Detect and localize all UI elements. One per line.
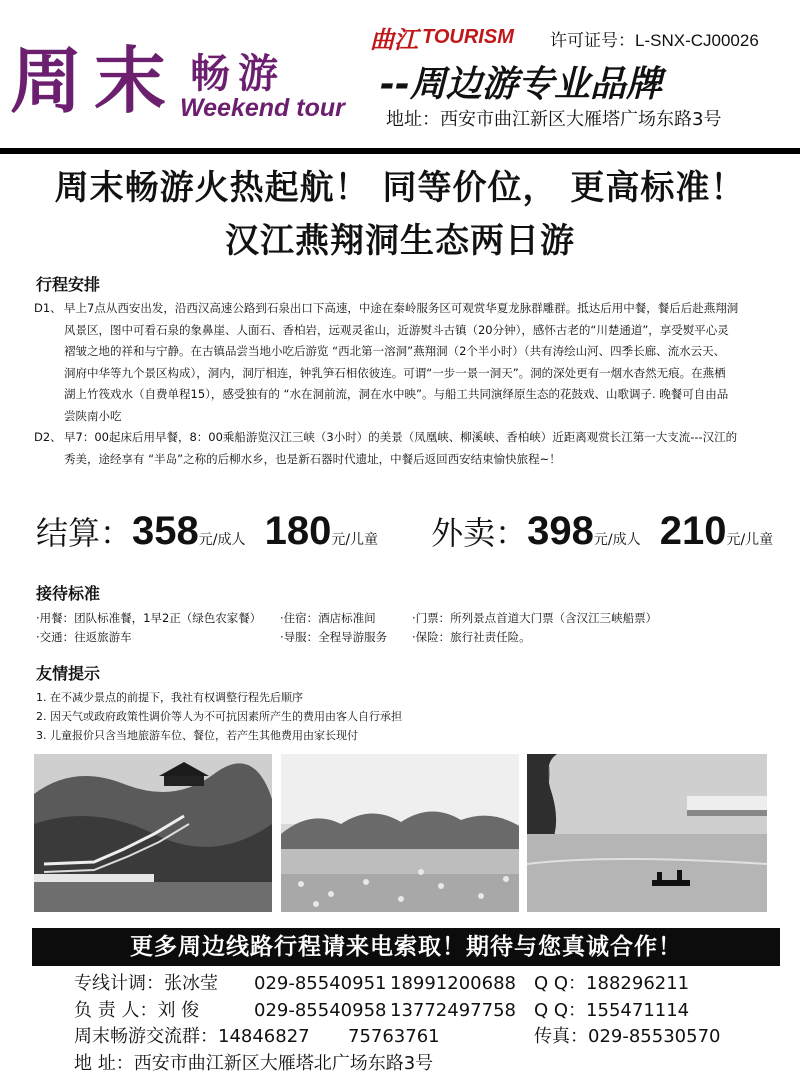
reception-standards	[36, 609, 786, 647]
itinerary-heading: 行程安排	[36, 275, 101, 294]
contact-qq: Q Q：188296211	[534, 973, 690, 994]
contact-row	[74, 1024, 794, 1051]
settle-adult-unit: 元/成人	[198, 532, 246, 548]
contact-block	[74, 971, 794, 1077]
tour-title: 汉江燕翔洞生态两日游	[225, 221, 575, 261]
pavilion-stairs-photo	[34, 754, 272, 912]
itinerary-line: 风景区，图中可看石泉的象鼻崖、人面石、香柏岩，远观灵雀山，近游熨斗古镇（20分钟），感怀古老的“川楚通道”，享受熨平心灵	[64, 322, 729, 337]
settle-child-unit: 元/儿童	[331, 532, 379, 548]
settle-child-price: 180	[264, 509, 332, 553]
qujiang-logo: 曲江	[370, 25, 418, 54]
license-number: 许可证号：L-SNX-CJ00026	[550, 31, 759, 50]
reception-item-transport: ·交通：往返旅游车	[36, 630, 132, 644]
reception-item-tickets: ·门票：所列景点首道大门票（含汉江三峡船票）	[412, 611, 658, 625]
tips-heading: 友情提示	[36, 664, 101, 683]
settle-label: 结算：	[36, 514, 133, 552]
contact-label: 负 责 人：刘 俊	[74, 999, 200, 1021]
retail-adult-price: 398	[527, 509, 594, 553]
contact-banner: 更多周边线路行程请来电索取！期待与您真诚合作！	[32, 928, 780, 966]
contact-label: 专线计调：张冰莹	[74, 973, 218, 994]
logo-english: Weekend tour	[180, 94, 345, 122]
itinerary-line: 早上7点从西安出发，沿西汉高速公路到石泉出口下高速，中途在秦岭服务区可观赏华夏龙脉群雕群。抵达后用中餐，餐后后赴燕翔洞	[64, 301, 739, 315]
itinerary-day-1	[34, 298, 778, 427]
weekend-tour-logo	[10, 26, 360, 136]
itinerary-day-2	[34, 427, 778, 470]
tips-list	[36, 688, 776, 745]
contact-row	[74, 1051, 794, 1078]
header-address: 地址：西安市曲江新区大雁塔广场东路3号	[386, 109, 722, 130]
tourism-logo: TOURISM	[422, 26, 514, 48]
itinerary-line: 早7：00起床后用早餐，8：00乘船游览汉江三峡（3小时）的美景（凤凰峡、柳溪峡、香柏峡）近距离观赏长江第一大支流---汉江的	[64, 430, 738, 444]
retail-label: 外卖：	[431, 514, 528, 552]
retail-child-unit: 元/儿童	[726, 532, 774, 548]
itinerary-line: 褶皱之地的祥和与宁静。在古镇品尝当地小吃后游览 “西北第一溶洞”燕翔洞（2个半小时）（共有涛绘山河、四季长廊、流水云天、	[64, 344, 726, 358]
itinerary-line: 洞府中华等九个景区构成），洞内，洞厅相连，钟乳笋石相依彼连。可谓“一步一景一洞天”。洞的深处更有一烟水杳然无痕。在燕栖	[64, 365, 726, 380]
retail-child-price: 210	[659, 509, 727, 553]
reception-item-insurance: ·保险：旅行社责任险。	[412, 630, 531, 644]
itinerary-line: 湖上竹筏戏水（自费单程15），感受独有的 “水在洞前流，洞在水中映”。与船工共同演绎原生态的花鼓戏、山歌调子. 晚餐可自由品	[64, 387, 729, 401]
river-boat-photo	[527, 754, 767, 912]
settle-adult-price: 358	[132, 509, 199, 553]
reception-heading: 接待标准	[36, 584, 101, 603]
itinerary-body	[34, 298, 778, 470]
contact-qq: Q Q：155471114	[534, 999, 690, 1021]
contact-address: 地 址：西安市曲江新区大雁塔北广场东路3号	[74, 1052, 434, 1074]
contact-phone: 029-85540951	[254, 973, 387, 994]
reception-item-meal: ·用餐：团队标准餐，1早2正（绿色农家餐）	[36, 611, 262, 625]
itinerary-line: 秀美，途经享有 “半岛”之称的后柳水乡，也是新石器时代遗址，中餐后返回西安结束愉快旅程~！	[64, 451, 561, 466]
itinerary-line: 尝陕南小吃	[64, 408, 122, 423]
price-row	[36, 508, 796, 558]
brand-slogan: --周边游专业品牌	[380, 64, 662, 105]
reception-item-lodging: ·住宿：酒店标准间	[280, 611, 376, 625]
day-label: D2、	[34, 430, 62, 444]
contact-phone: 029-85540958	[254, 999, 387, 1021]
rapeseed-field-photo	[281, 754, 519, 912]
tip-item: 2. 因天气或政府政策性调价等人为不可抗因素所产生的费用由客人自行承担	[36, 710, 402, 723]
header-divider	[0, 148, 800, 154]
retail-adult-unit: 元/成人	[593, 532, 641, 548]
logo-char-1: 周	[10, 38, 85, 123]
contact-mobile: 13772497758	[390, 999, 516, 1021]
brand-block	[370, 18, 795, 133]
tip-item: 3. 儿童报价只含当地旅游车位、餐位，若产生其他费用由家长现付	[36, 729, 358, 742]
day-label: D1、	[34, 301, 62, 315]
contact-fax: 传真：029-85530570	[534, 1026, 721, 1047]
contact-group: 周末畅游交流群：14846827	[74, 1026, 310, 1047]
reception-item-guide: ·导服：全程导游服务	[280, 630, 388, 644]
logo-char-2: 末	[94, 38, 169, 123]
tip-item: 1. 在不减少景点的前提下，我社有权调整行程先后顺序	[36, 691, 303, 704]
contact-row	[74, 998, 794, 1025]
headline-promo: 周末畅游火热起航！ 同等价位， 更高标准！	[54, 168, 746, 208]
contact-row	[74, 971, 794, 998]
contact-mobile: 18991200688	[390, 973, 516, 994]
contact-group-2: 75763761	[348, 1026, 440, 1047]
logo-small-text: 畅游	[190, 50, 286, 97]
